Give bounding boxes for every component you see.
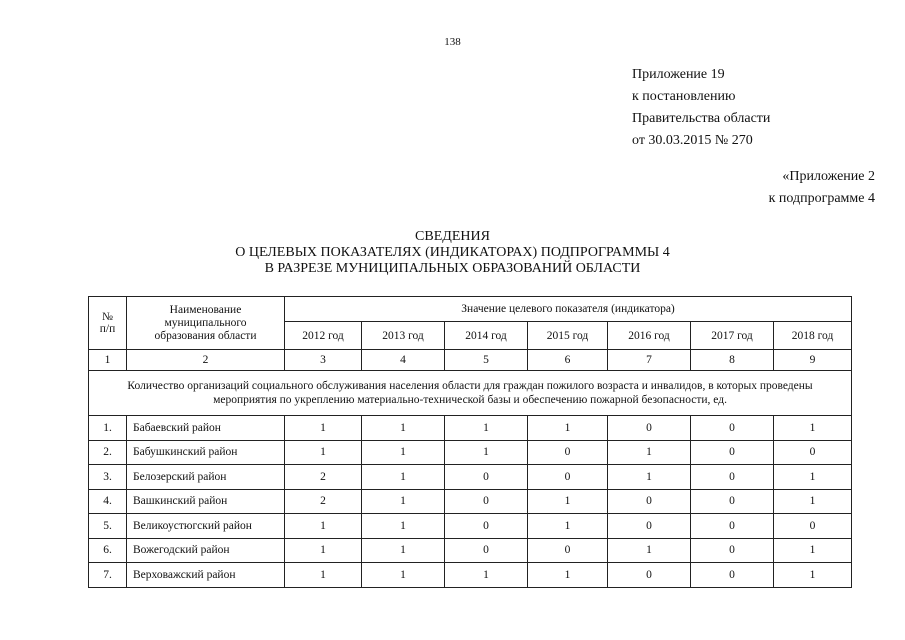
- header-row-1: [89, 297, 852, 322]
- row-number: 5.: [89, 514, 127, 539]
- indicators-table: [88, 296, 852, 588]
- indicator-value: 0: [608, 489, 691, 514]
- column-number: 3: [285, 350, 362, 371]
- district-name: Белозерский район: [127, 465, 285, 490]
- table-row: [89, 465, 852, 490]
- indicator-value: 1: [774, 563, 852, 588]
- table-row: [89, 514, 852, 539]
- indicator-value: 0: [445, 538, 528, 563]
- indicator-value: 0: [691, 514, 774, 539]
- indicator-value: 0: [691, 538, 774, 563]
- district-name: Вожегодский район: [127, 538, 285, 563]
- column-number: 1: [89, 350, 127, 371]
- row-number: 6.: [89, 538, 127, 563]
- indicator-value: 1: [774, 489, 852, 514]
- indicator-description: Количество организаций социального обслуживания населения области для граждан пожилого возраста и инвалидов, в которых проведены мероприятия по укреплению материально-технической базы и обеспечению пожарной безопасности, ед.: [89, 371, 852, 416]
- indicator-value: 0: [445, 465, 528, 490]
- table-row: [89, 538, 852, 563]
- num-header-line-2: п/п: [99, 323, 116, 335]
- indicator-value: 0: [691, 440, 774, 465]
- indicator-row: [89, 371, 852, 416]
- district-name: Верховажский район: [127, 563, 285, 588]
- year-header: 2013 год: [362, 322, 445, 350]
- indicator-value: 1: [528, 563, 608, 588]
- title-line-3: В РАЗРЕЗЕ МУНИЦИПАЛЬНЫХ ОБРАЗОВАНИЙ ОБЛАСТИ: [264, 261, 641, 276]
- indicator-value: 1: [285, 416, 362, 441]
- indicator-value: 0: [774, 440, 852, 465]
- num-header-line-1: №: [102, 311, 113, 323]
- column-number-row: [89, 350, 852, 371]
- column-number: 4: [362, 350, 445, 371]
- appendix-line-1: Приложение 19: [632, 67, 725, 82]
- indicator-value: 0: [608, 514, 691, 539]
- indicator-value: 1: [608, 538, 691, 563]
- indicator-value: 0: [528, 465, 608, 490]
- column-number: 8: [691, 350, 774, 371]
- year-header: 2014 год: [445, 322, 528, 350]
- indicator-value: 1: [774, 416, 852, 441]
- table-row: [89, 563, 852, 588]
- indicator-value: 0: [528, 440, 608, 465]
- row-number: 7.: [89, 563, 127, 588]
- column-number: 5: [445, 350, 528, 371]
- indicator-value: 1: [285, 563, 362, 588]
- indicator-value: 0: [528, 538, 608, 563]
- indicator-value: 1: [285, 514, 362, 539]
- indicator-value: 0: [691, 563, 774, 588]
- column-number: 7: [608, 350, 691, 371]
- name-header: Наименование муниципального образования области: [127, 297, 285, 350]
- indicator-value: 1: [285, 440, 362, 465]
- indicator-value: 1: [362, 563, 445, 588]
- indicator-value: 1: [528, 514, 608, 539]
- indicator-value: 0: [445, 514, 528, 539]
- indicator-value: 1: [445, 416, 528, 441]
- table-row: [89, 416, 852, 441]
- appendix-line-3: Правительства области: [632, 111, 771, 126]
- indicator-value: 1: [445, 440, 528, 465]
- column-number: 9: [774, 350, 852, 371]
- appendix-line-4: от 30.03.2015 № 270: [632, 133, 753, 148]
- indicator-value: 1: [362, 538, 445, 563]
- indicator-value: 1: [608, 465, 691, 490]
- value-header: Значение целевого показателя (индикатора): [285, 297, 852, 322]
- subprogram-appendix-line-1: «Приложение 2: [782, 169, 875, 184]
- indicator-value: 1: [362, 416, 445, 441]
- indicator-value: 0: [691, 465, 774, 490]
- column-number: 6: [528, 350, 608, 371]
- num-header: [89, 297, 127, 350]
- row-number: 2.: [89, 440, 127, 465]
- indicator-value: 1: [445, 563, 528, 588]
- indicator-value: 1: [362, 514, 445, 539]
- title-line-1: СВЕДЕНИЯ: [415, 229, 490, 244]
- column-number: 2: [127, 350, 285, 371]
- indicator-value: 1: [362, 465, 445, 490]
- appendix-line-2: к постановлению: [632, 89, 736, 104]
- indicator-value: 1: [608, 440, 691, 465]
- title-line-2: О ЦЕЛЕВЫХ ПОКАЗАТЕЛЯХ (ИНДИКАТОРАХ) ПОДПРОГРАММЫ 4: [235, 245, 670, 260]
- indicator-value: 1: [362, 489, 445, 514]
- subprogram-appendix-block: [769, 166, 875, 210]
- indicator-value: 1: [528, 416, 608, 441]
- year-header: 2015 год: [528, 322, 608, 350]
- indicator-value: 1: [774, 465, 852, 490]
- table-row: [89, 489, 852, 514]
- row-number: 4.: [89, 489, 127, 514]
- year-header: 2016 год: [608, 322, 691, 350]
- year-header: 2017 год: [691, 322, 774, 350]
- indicator-value: 1: [285, 538, 362, 563]
- indicator-value: 0: [608, 563, 691, 588]
- district-name: Великоустюгский район: [127, 514, 285, 539]
- page-number: 138: [444, 36, 461, 48]
- subprogram-appendix-line-2: к подпрограмме 4: [768, 191, 875, 206]
- indicator-value: 0: [445, 489, 528, 514]
- indicator-value: 0: [774, 514, 852, 539]
- year-header: 2012 год: [285, 322, 362, 350]
- indicator-value: 0: [691, 489, 774, 514]
- row-number: 3.: [89, 465, 127, 490]
- table-row: [89, 440, 852, 465]
- district-name: Бабушкинский район: [127, 440, 285, 465]
- indicator-value: 1: [774, 538, 852, 563]
- row-number: 1.: [89, 416, 127, 441]
- district-name: Вашкинский район: [127, 489, 285, 514]
- indicator-value: 0: [608, 416, 691, 441]
- indicator-value: 2: [285, 489, 362, 514]
- district-name: Бабаевский район: [127, 416, 285, 441]
- year-header: 2018 год: [774, 322, 852, 350]
- document-title: [0, 229, 905, 277]
- appendix-block: [632, 64, 770, 152]
- indicator-value: 2: [285, 465, 362, 490]
- indicator-value: 1: [362, 440, 445, 465]
- indicator-value: 1: [528, 489, 608, 514]
- indicator-value: 0: [691, 416, 774, 441]
